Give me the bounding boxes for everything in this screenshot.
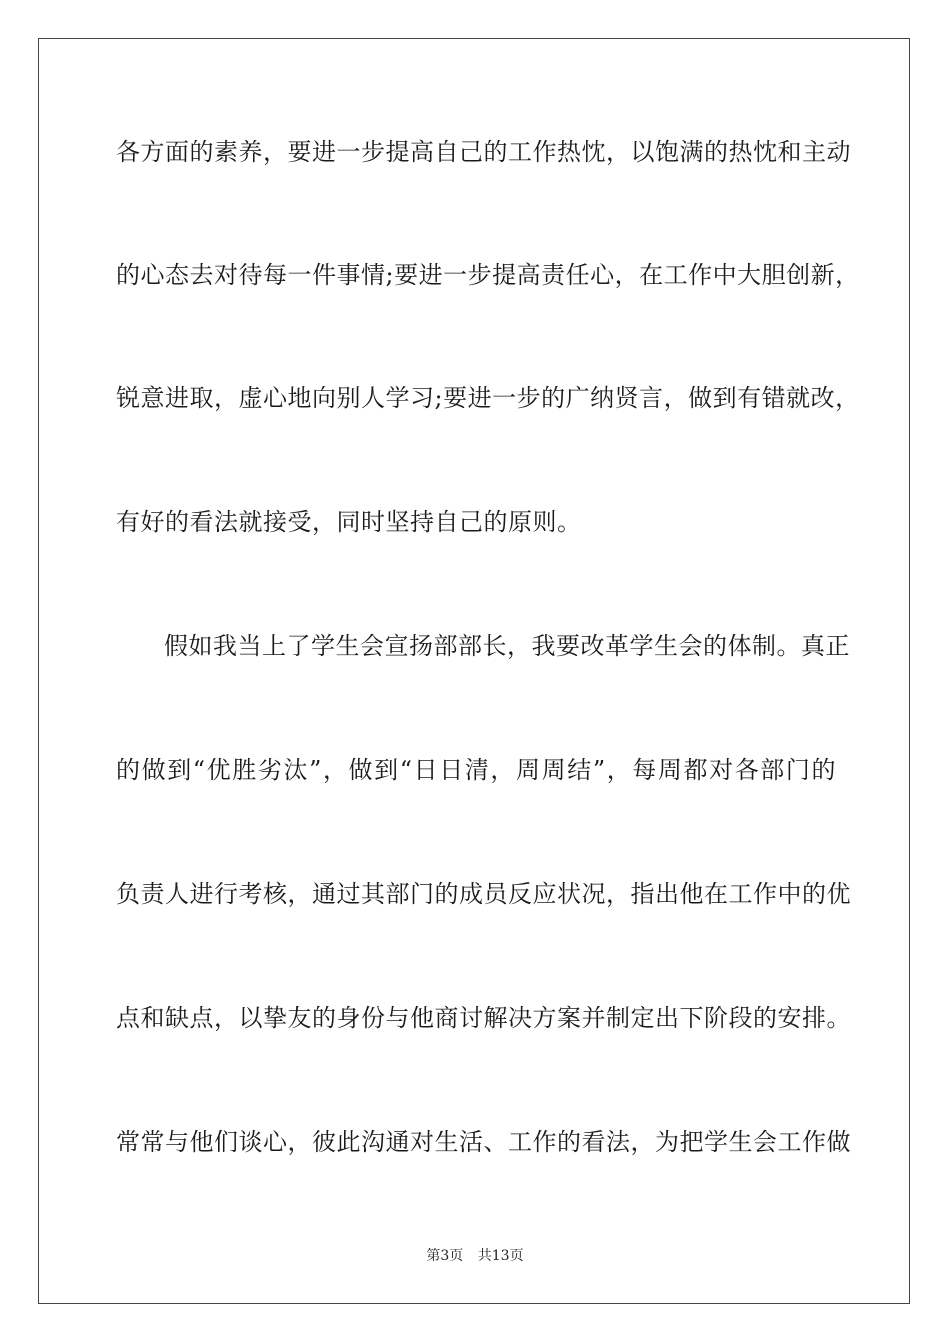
page-border bbox=[38, 38, 910, 1304]
text-line: 的做到“优胜劣汰”，做到“日日清，周周结”，每周都对各部门的 bbox=[116, 756, 836, 784]
text-line: 锐意进取，虚心地向别人学习;要进一步的广纳贤言，做到有错就改， bbox=[116, 384, 860, 412]
page-footer bbox=[0, 1246, 950, 1266]
text-line: 点和缺点，以挚友的身份与他商讨解决方案并制定出下阶段的安排。 bbox=[116, 1004, 851, 1032]
text-line: 常常与他们谈心，彼此沟通对生活、工作的看法，为把学生会工作做 bbox=[116, 1128, 851, 1156]
text-line: 负责人进行考核，通过其部门的成员反应状况，指出他在工作中的优 bbox=[116, 880, 851, 908]
text-line: 的心态去对待每一件事情;要进一步提高责任心，在工作中大胆创新， bbox=[116, 261, 860, 289]
paragraph-first-line: 假如我当上了学生会宣扬部部长，我要改革学生会的体制。真正 bbox=[164, 632, 850, 660]
text-line: 各方面的素养，要进一步提高自己的工作热忱，以饱满的热忱和主动 bbox=[116, 138, 851, 166]
page-number: 第3页 bbox=[426, 1248, 464, 1264]
text-line: 有好的看法就接受，同时坚持自己的原则。 bbox=[116, 508, 582, 536]
page-total: 共13页 bbox=[477, 1248, 524, 1264]
